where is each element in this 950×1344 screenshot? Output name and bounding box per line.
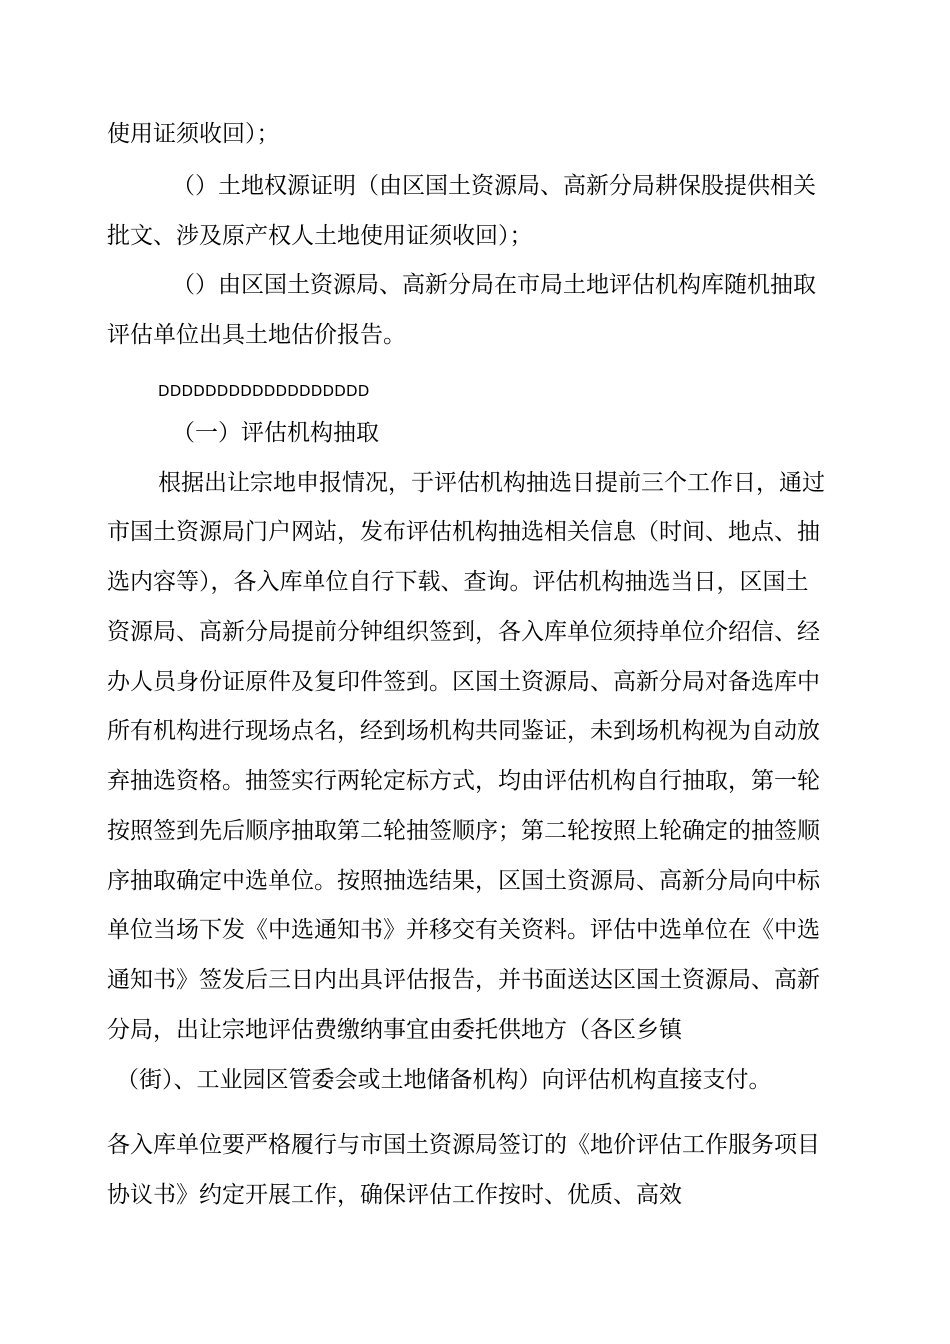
paragraph-line-5: 办人员身份证原件及复印件签到。区国土资源局、高新分局对备选库中: [107, 669, 820, 695]
section-heading: （一）评估机构抽取: [172, 420, 379, 446]
paragraph2-line-2: 协议书》约定开展工作，确保评估工作按时、优质、高效: [107, 1182, 682, 1208]
paragraph-line-3: 选内容等），各入库单位自行下载、查询。评估机构抽选当日，区国土: [107, 569, 809, 595]
paragraph-line-6: 所有机构进行现场点名，经到场机构共同鉴证，未到场机构视为自动放: [107, 718, 820, 744]
placeholder-line: DDDDDDDDDDDDDDDDDD: [158, 382, 370, 400]
text-line-3: 批文、涉及原产权人土地使用证须收回）；: [107, 223, 533, 249]
paragraph-line-8: 按照签到先后顺序抽取第二轮抽签顺序；第二轮按照上轮确定的抽签顺: [107, 818, 820, 844]
paragraph-line-11: 通知书》签发后三日内出具评估报告，并书面送达区国土资源局、高新: [107, 967, 820, 993]
paragraph-line-1: 根据出让宗地申报情况，于评估机构抽选日提前三个工作日，通过: [158, 470, 825, 496]
paragraph-line-9: 序抽取确定中选单位。按照抽选结果，区国土资源局、高新分局向中标: [107, 868, 820, 894]
paragraph2-line-1: 各入库单位要严格履行与市国土资源局签订的《地价评估工作服务项目: [107, 1132, 820, 1158]
paragraph-line-7: 弃抽选资格。抽签实行两轮定标方式，均由评估机构自行抽取，第一轮: [107, 768, 820, 794]
text-line-5: 评估单位出具土地估价报告。: [107, 322, 406, 348]
text-line-1: 使用证须收回）；: [107, 121, 280, 147]
paragraph-line-12: 分局，出让宗地评估费缴纳事宜由委托供地方（各区乡镇: [107, 1017, 682, 1043]
paragraph-line-4: 资源局、高新分局提前分钟组织签到，各入库单位须持单位介绍信、经: [107, 619, 820, 645]
paragraph-line-2: 市国土资源局门户网站，发布评估机构抽选相关信息（时间、地点、抽: [107, 519, 820, 545]
text-line-4: （）由区国土资源局、高新分局在市局土地评估机构库随机抽取: [172, 272, 816, 298]
text-line-2: （）土地权源证明（由区国土资源局、高新分局耕保股提供相关: [172, 173, 816, 199]
paragraph-line-13: （街）、工业园区管委会或土地储备机构）向评估机构直接支付。: [116, 1067, 772, 1093]
paragraph-line-10: 单位当场下发《中选通知书》并移交有关资料。评估中选单位在《中选: [107, 917, 820, 943]
